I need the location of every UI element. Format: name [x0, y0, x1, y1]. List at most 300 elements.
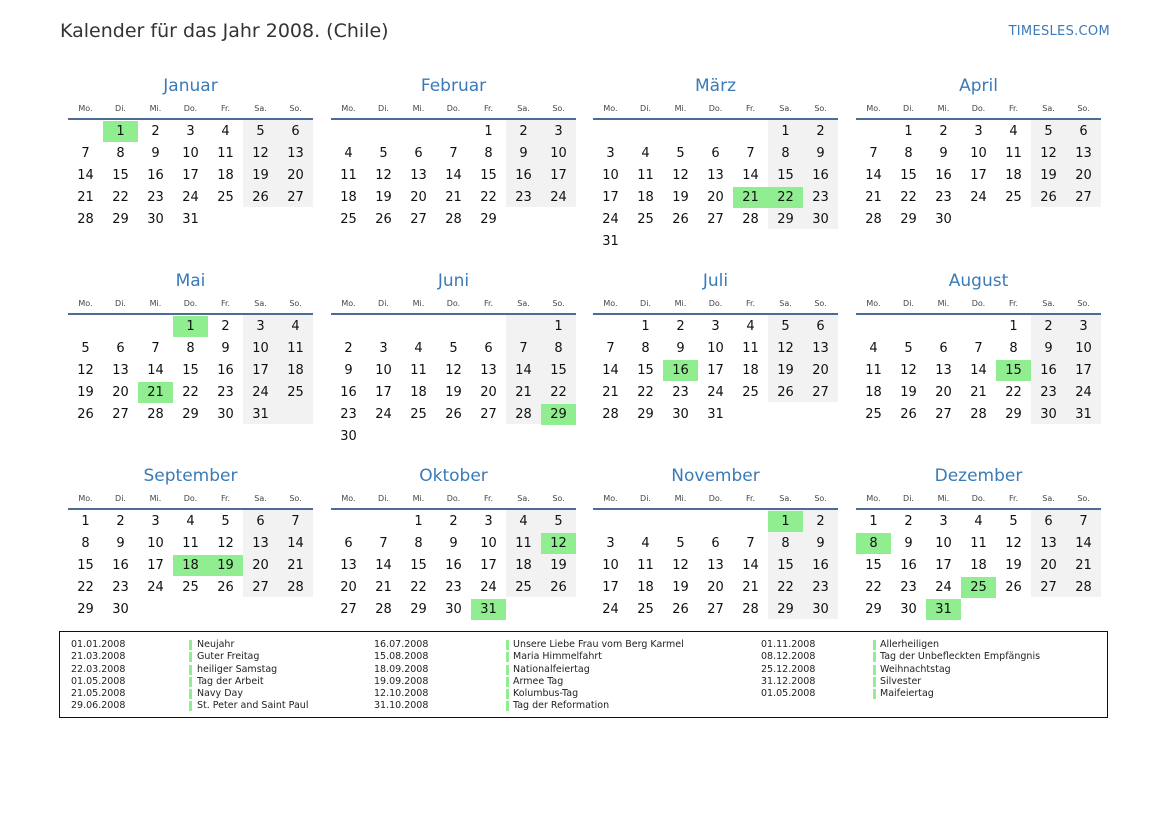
holiday-name: Weihnachtstag — [880, 663, 951, 675]
day-cell: 8 — [781, 146, 790, 161]
day-cell: 28 — [147, 407, 164, 422]
weekday-header: Di. — [640, 299, 651, 308]
day-cell: 4 — [746, 319, 755, 334]
day-cell: 28 — [1075, 580, 1092, 595]
day-cell: 14 — [865, 168, 882, 183]
day-cell: 12 — [672, 168, 689, 183]
day-cell: 22 — [480, 190, 497, 205]
weekday-header: Mo. — [603, 104, 618, 113]
weekday-header: Mo. — [78, 299, 93, 308]
day-cell: 18 — [637, 190, 654, 205]
day-cell: 22 — [112, 190, 129, 205]
day-cell: 27 — [935, 407, 952, 422]
day-cell: 9 — [904, 536, 913, 551]
day-cell: 13 — [410, 168, 427, 183]
day-cell: 18 — [340, 190, 357, 205]
day-cell: 9 — [449, 536, 458, 551]
day-cell: 14 — [742, 558, 759, 573]
weekday-header: Di. — [378, 104, 389, 113]
day-cell: 30 — [147, 212, 164, 227]
day-cell: 26 — [77, 407, 94, 422]
day-cell: 11 — [410, 363, 427, 378]
weekday-header: Sa. — [254, 494, 267, 503]
month-2 — [331, 75, 576, 265]
day-cell: 22 — [1005, 385, 1022, 400]
day-cell: 7 — [151, 341, 160, 356]
day-cell: 24 — [252, 385, 269, 400]
day-cell: 8 — [116, 146, 125, 161]
day-cell: 27 — [480, 407, 497, 422]
day-cell: 8 — [414, 536, 423, 551]
holiday-row — [374, 675, 816, 688]
day-cell: 8 — [1009, 341, 1018, 356]
day-cell: 16 — [900, 558, 917, 573]
day-cell: 3 — [186, 124, 195, 139]
day-cell: 21 — [77, 190, 94, 205]
day-cell: 26 — [777, 385, 794, 400]
day-cell: 25 — [287, 385, 304, 400]
day-cell: 18 — [410, 385, 427, 400]
day-cell: 16 — [812, 558, 829, 573]
day-cell: 21 — [865, 190, 882, 205]
day-cell: 14 — [375, 558, 392, 573]
day-cell: 17 — [970, 168, 987, 183]
day-cell: 1 — [904, 124, 913, 139]
holiday-date: 01.11.2008 — [761, 639, 816, 650]
day-cell: 28 — [602, 407, 619, 422]
day-cell: 29 — [112, 212, 129, 227]
day-cell: 22 — [410, 580, 427, 595]
weekday-header: Fr. — [483, 494, 494, 503]
holiday-row — [761, 651, 1169, 663]
day-cell: 13 — [287, 146, 304, 161]
weekday-header: Mi. — [937, 299, 950, 308]
weekday-header: Mi. — [674, 299, 687, 308]
day-cell: 19 — [900, 385, 917, 400]
weekday-header: Sa. — [517, 299, 530, 308]
day-cell: 4 — [869, 341, 878, 356]
weekday-header: Fr. — [745, 104, 756, 113]
day-cell: 18 — [970, 558, 987, 573]
day-cell: 8 — [186, 341, 195, 356]
day-cell: 19 — [1040, 168, 1057, 183]
weekday-header: So. — [814, 104, 827, 113]
weekday-header: Mi. — [412, 104, 425, 113]
day-cell: 31 — [252, 407, 269, 422]
day-cell: 20 — [935, 385, 952, 400]
day-cell: 1 — [781, 124, 790, 139]
day-cell: 20 — [812, 363, 829, 378]
day-cell: 17 — [935, 558, 952, 573]
weekday-header: Mo. — [866, 494, 881, 503]
day-cell: 3 — [606, 146, 615, 161]
holiday-column-3 — [761, 639, 1169, 700]
day-cell: 14 — [147, 363, 164, 378]
day-cell: 25 — [742, 385, 759, 400]
day-cell: 13 — [252, 536, 269, 551]
day-cell: 11 — [865, 363, 882, 378]
day-cell: 6 — [414, 146, 423, 161]
day-cell: 31 — [182, 212, 199, 227]
holiday-name: Unsere Liebe Frau vom Berg Karmel — [513, 639, 684, 650]
weekday-header: Fr. — [220, 494, 231, 503]
weekday-header: Sa. — [779, 104, 792, 113]
day-cell: 29 — [77, 602, 94, 617]
day-cell: 28 — [742, 602, 759, 617]
day-cell: 5 — [379, 146, 388, 161]
day-cell: 2 — [151, 124, 160, 139]
holiday-marker — [506, 677, 509, 687]
day-cell: 24 — [1075, 385, 1092, 400]
weekday-header: So. — [552, 494, 565, 503]
day-cell: 26 — [550, 580, 567, 595]
holiday-marker — [873, 677, 876, 687]
month-name: April — [959, 76, 998, 96]
day-cell: 29 — [1005, 407, 1022, 422]
weekday-header: Fr. — [745, 494, 756, 503]
day-cell: 4 — [344, 146, 353, 161]
day-cell: 22 — [182, 385, 199, 400]
day-cell: 19 — [672, 580, 689, 595]
day-cell: 16 — [112, 558, 129, 573]
weekday-header: Sa. — [517, 494, 530, 503]
day-cell: 28 — [970, 407, 987, 422]
holiday-day-cell: 1 — [173, 316, 208, 337]
day-cell: 15 — [550, 363, 567, 378]
weekday-header: Do. — [183, 494, 198, 503]
holiday-name: Allerheiligen — [880, 639, 940, 650]
day-cell: 5 — [1009, 514, 1018, 529]
day-cell: 29 — [777, 602, 794, 617]
holiday-day-cell: 21 — [733, 187, 768, 208]
month-3 — [593, 75, 838, 265]
day-cell: 6 — [816, 319, 825, 334]
day-cell: 30 — [812, 602, 829, 617]
day-cell: 6 — [484, 341, 493, 356]
day-cell: 18 — [515, 558, 532, 573]
day-cell: 9 — [116, 536, 125, 551]
holiday-row — [761, 664, 1169, 676]
day-cell: 10 — [1075, 341, 1092, 356]
weekday-header: Mo. — [866, 299, 881, 308]
day-cell: 28 — [375, 602, 392, 617]
day-cell: 19 — [777, 363, 794, 378]
day-cell: 25 — [637, 212, 654, 227]
day-cell: 2 — [904, 514, 913, 529]
day-cell: 5 — [676, 536, 685, 551]
weekday-header: Do. — [446, 104, 461, 113]
day-cell: 22 — [900, 190, 917, 205]
day-cell: 19 — [252, 168, 269, 183]
month-name: November — [671, 466, 760, 486]
holiday-date: 18.09.2008 — [374, 663, 429, 675]
holiday-name: Tag der Arbeit — [197, 675, 264, 687]
holiday-date: 08.12.2008 — [761, 651, 816, 663]
day-cell: 3 — [379, 341, 388, 356]
day-cell: 15 — [182, 363, 199, 378]
day-cell: 11 — [287, 341, 304, 356]
day-cell: 3 — [606, 536, 615, 551]
day-cell: 19 — [445, 385, 462, 400]
weekday-header: Fr. — [1008, 104, 1019, 113]
holiday-row — [374, 639, 816, 651]
month-8 — [856, 270, 1101, 460]
weekday-header: Fr. — [483, 299, 494, 308]
day-cell: 27 — [410, 212, 427, 227]
day-cell: 19 — [550, 558, 567, 573]
holiday-name: Guter Freitag — [197, 651, 260, 663]
day-cell: 12 — [1005, 536, 1022, 551]
day-cell: 13 — [340, 558, 357, 573]
day-cell: 9 — [221, 341, 230, 356]
day-cell: 11 — [637, 558, 654, 573]
day-cell: 9 — [939, 146, 948, 161]
weekday-header: Mo. — [866, 104, 881, 113]
day-cell: 27 — [252, 580, 269, 595]
holiday-name: Maria Himmelfahrt — [513, 651, 602, 663]
day-cell: 2 — [1044, 319, 1053, 334]
holiday-day-cell: 8 — [856, 533, 891, 554]
day-cell: 18 — [217, 168, 234, 183]
day-cell: 21 — [375, 580, 392, 595]
holiday-date: 25.12.2008 — [761, 663, 816, 675]
day-cell: 26 — [252, 190, 269, 205]
day-cell: 7 — [606, 341, 615, 356]
day-cell: 27 — [707, 602, 724, 617]
day-cell: 3 — [151, 514, 160, 529]
holiday-date: 15.08.2008 — [374, 651, 429, 663]
holiday-marker — [506, 701, 509, 711]
day-cell: 28 — [742, 212, 759, 227]
holiday-date: 12.10.2008 — [374, 688, 429, 700]
day-cell: 1 — [641, 319, 650, 334]
day-cell: 20 — [707, 580, 724, 595]
day-cell: 14 — [1075, 536, 1092, 551]
weekday-header: Sa. — [254, 104, 267, 113]
day-cell: 25 — [865, 407, 882, 422]
holiday-name: Nationalfeiertag — [513, 663, 590, 675]
day-cell: 19 — [77, 385, 94, 400]
weekday-header: Mi. — [149, 299, 162, 308]
day-cell: 24 — [147, 580, 164, 595]
day-cell: 23 — [935, 190, 952, 205]
day-cell: 5 — [554, 514, 563, 529]
holiday-day-cell: 19 — [208, 555, 243, 576]
weekday-header: Fr. — [220, 299, 231, 308]
day-cell: 13 — [112, 363, 129, 378]
day-cell: 7 — [746, 146, 755, 161]
holiday-row — [761, 688, 1169, 700]
day-cell: 29 — [900, 212, 917, 227]
day-cell: 20 — [112, 385, 129, 400]
weekday-header: Di. — [903, 104, 914, 113]
day-cell: 10 — [375, 363, 392, 378]
weekday-header: So. — [814, 299, 827, 308]
month-12 — [856, 465, 1101, 655]
weekday-header: So. — [1077, 104, 1090, 113]
weekday-header: Mo. — [78, 494, 93, 503]
day-cell: 5 — [449, 341, 458, 356]
day-cell: 23 — [812, 580, 829, 595]
holiday-day-cell: 15 — [996, 360, 1031, 381]
day-cell: 4 — [186, 514, 195, 529]
holiday-name: Silvester — [880, 675, 922, 687]
day-cell: 23 — [515, 190, 532, 205]
holiday-date: 21.05.2008 — [71, 688, 126, 700]
month-name: September — [143, 466, 238, 486]
weekday-header: Di. — [640, 104, 651, 113]
day-cell: 12 — [777, 341, 794, 356]
weekday-header: Mi. — [674, 104, 687, 113]
day-cell: 29 — [777, 212, 794, 227]
weekday-header: So. — [289, 494, 302, 503]
day-cell: 17 — [147, 558, 164, 573]
holiday-date: 19.09.2008 — [374, 675, 429, 687]
day-cell: 25 — [410, 407, 427, 422]
day-cell: 7 — [291, 514, 300, 529]
day-cell: 2 — [816, 124, 825, 139]
holiday-marker — [873, 640, 876, 650]
day-cell: 14 — [287, 536, 304, 551]
day-cell: 1 — [81, 514, 90, 529]
day-cell: 22 — [77, 580, 94, 595]
weekday-header: Di. — [115, 299, 126, 308]
day-cell: 26 — [900, 407, 917, 422]
day-cell: 10 — [707, 341, 724, 356]
day-cell: 25 — [637, 602, 654, 617]
day-cell: 23 — [445, 580, 462, 595]
day-cell: 30 — [217, 407, 234, 422]
day-cell: 27 — [812, 385, 829, 400]
day-cell: 16 — [445, 558, 462, 573]
day-cell: 16 — [812, 168, 829, 183]
day-cell: 17 — [252, 363, 269, 378]
weekday-header: Mi. — [937, 494, 950, 503]
day-cell: 10 — [182, 146, 199, 161]
weekday-header: Fr. — [1008, 299, 1019, 308]
holiday-day-cell: 16 — [663, 360, 698, 381]
day-cell: 29 — [865, 602, 882, 617]
weekday-header: Sa. — [779, 494, 792, 503]
holiday-marker — [873, 665, 876, 675]
day-cell: 4 — [221, 124, 230, 139]
day-cell: 24 — [550, 190, 567, 205]
weekday-header: Di. — [903, 299, 914, 308]
day-cell: 5 — [256, 124, 265, 139]
holiday-marker — [189, 640, 192, 650]
holiday-name: Navy Day — [197, 688, 243, 700]
month-name: Juni — [437, 271, 470, 291]
day-cell: 27 — [1040, 580, 1057, 595]
day-cell: 11 — [217, 146, 234, 161]
day-cell: 12 — [375, 168, 392, 183]
holiday-day-cell: 1 — [103, 121, 138, 142]
day-cell: 19 — [1005, 558, 1022, 573]
day-cell: 27 — [340, 602, 357, 617]
holiday-list — [59, 631, 1108, 718]
day-cell: 15 — [637, 363, 654, 378]
holiday-name: St. Peter and Saint Paul — [197, 700, 309, 712]
month-name: Oktober — [419, 466, 488, 486]
day-cell: 30 — [900, 602, 917, 617]
day-cell: 22 — [637, 385, 654, 400]
day-cell: 16 — [935, 168, 952, 183]
weekday-header: Do. — [183, 104, 198, 113]
weekday-header: Do. — [708, 494, 723, 503]
month-10 — [331, 465, 576, 655]
site-link[interactable]: TIMESLES.COM — [1008, 24, 1110, 39]
holiday-day-cell: 18 — [173, 555, 208, 576]
day-cell: 16 — [217, 363, 234, 378]
holiday-name: Tag der Unbefleckten Empfängnis — [880, 651, 1041, 663]
day-cell: 26 — [672, 212, 689, 227]
day-cell: 23 — [900, 580, 917, 595]
holiday-day-cell: 31 — [471, 599, 506, 620]
day-cell: 6 — [711, 536, 720, 551]
day-cell: 23 — [112, 580, 129, 595]
day-cell: 21 — [287, 558, 304, 573]
holiday-date: 31.10.2008 — [374, 700, 429, 712]
day-cell: 4 — [519, 514, 528, 529]
day-cell: 2 — [344, 341, 353, 356]
day-cell: 14 — [970, 363, 987, 378]
day-cell: 28 — [515, 407, 532, 422]
day-cell: 31 — [707, 407, 724, 422]
day-cell: 25 — [182, 580, 199, 595]
day-cell: 24 — [182, 190, 199, 205]
holiday-row — [374, 663, 816, 676]
holiday-day-cell: 12 — [541, 533, 576, 554]
day-cell: 8 — [81, 536, 90, 551]
day-cell: 13 — [1075, 146, 1092, 161]
day-cell: 5 — [1044, 124, 1053, 139]
day-cell: 15 — [480, 168, 497, 183]
day-cell: 15 — [77, 558, 94, 573]
day-cell: 27 — [287, 190, 304, 205]
day-cell: 2 — [449, 514, 458, 529]
day-cell: 14 — [445, 168, 462, 183]
day-cell: 3 — [1079, 319, 1088, 334]
day-cell: 28 — [445, 212, 462, 227]
day-cell: 15 — [865, 558, 882, 573]
weekday-header: Do. — [183, 299, 198, 308]
weekday-header: Sa. — [1042, 494, 1055, 503]
day-cell: 10 — [935, 536, 952, 551]
weekday-header: Do. — [446, 299, 461, 308]
day-cell: 25 — [217, 190, 234, 205]
day-cell: 17 — [602, 580, 619, 595]
holiday-column-2 — [374, 639, 816, 713]
holiday-date: 01.01.2008 — [71, 639, 126, 650]
day-cell: 22 — [865, 580, 882, 595]
weekday-header: So. — [1077, 299, 1090, 308]
day-cell: 9 — [1044, 341, 1053, 356]
day-cell: 5 — [81, 341, 90, 356]
day-cell: 27 — [112, 407, 129, 422]
holiday-date: 29.06.2008 — [71, 700, 126, 712]
day-cell: 8 — [904, 146, 913, 161]
day-cell: 15 — [777, 168, 794, 183]
day-cell: 13 — [707, 168, 724, 183]
day-cell: 17 — [602, 190, 619, 205]
day-cell: 12 — [445, 363, 462, 378]
day-cell: 26 — [217, 580, 234, 595]
day-cell: 12 — [77, 363, 94, 378]
holiday-name: Neujahr — [197, 639, 235, 650]
day-cell: 3 — [939, 514, 948, 529]
holiday-day-cell: 25 — [961, 577, 996, 598]
day-cell: 26 — [445, 407, 462, 422]
